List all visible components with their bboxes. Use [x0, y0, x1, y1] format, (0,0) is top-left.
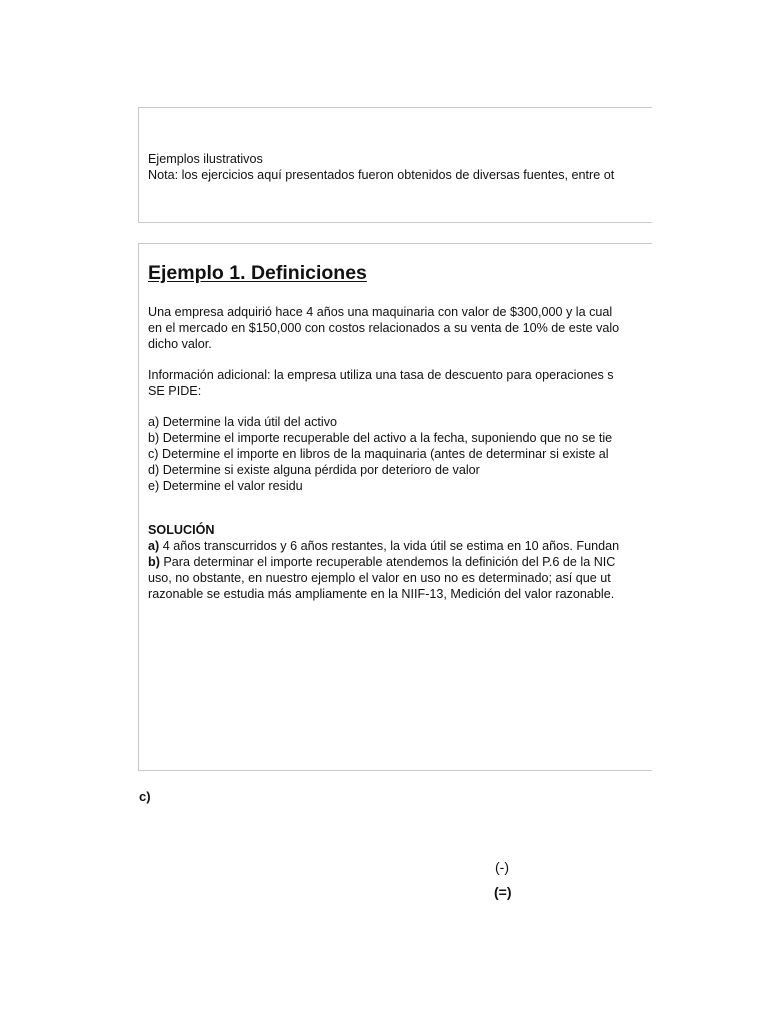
intro-note: Nota: los ejercicios aquí presentados fueron obtenidos de diversas fuentes, entre ot: [148, 168, 615, 182]
statement-line: dicho valor.: [148, 337, 212, 351]
statement-line: en el mercado en $150,000 con costos relacionados a su venta de 10% de este valo: [148, 321, 620, 335]
solution-heading: SOLUCIÓN: [148, 523, 215, 537]
intro-box: [138, 107, 652, 223]
solution-b-line: razonable se estudia más ampliamente en la NIIF-13, Medición del valor razonable.: [148, 587, 615, 601]
solution-b: [148, 554, 615, 570]
question-item: e) Determine el valor residu: [148, 479, 303, 493]
solution-a: [148, 538, 619, 554]
example-title: Ejemplo 1. Definiciones: [148, 262, 367, 284]
solution-b-text: Para determinar el importe recuperable atendemos la definición del P.6 de la NIC: [159, 555, 616, 569]
question-item: d) Determine si existe alguna pérdida por deterioro de valor: [148, 463, 480, 477]
solution-b-line: uso, no obstante, en nuestro ejemplo el valor en uso no es determinado; así que ut: [148, 571, 611, 585]
solution-a-text: 4 años transcurridos y 6 años restantes, la vida útil se estima en 10 años. Fundan: [159, 539, 620, 553]
solution-a-label: a): [148, 539, 160, 553]
question-item: c) Determine el importe en libros de la maquinaria (antes de determinar si existe al: [148, 447, 609, 461]
additional-info: Información adicional: la empresa utiliza una tasa de descuento para operaciones s: [148, 368, 614, 382]
se-pide-label: SE PIDE:: [148, 384, 202, 398]
solution-b-label: b): [148, 555, 160, 569]
question-item: a) Determine la vida útil del activo: [148, 415, 337, 429]
intro-heading: Ejemplos ilustrativos: [148, 152, 263, 166]
statement-line: Una empresa adquirió hace 4 años una maquinaria con valor de $300,000 y la cual: [148, 305, 613, 319]
question-item: b) Determine el importe recuperable del activo a la fecha, suponiendo que no se tie: [148, 431, 613, 445]
minus-operator: (-): [495, 859, 509, 875]
c-label: c): [139, 789, 151, 804]
example-box: [138, 243, 652, 771]
equals-operator: (=): [494, 884, 512, 900]
